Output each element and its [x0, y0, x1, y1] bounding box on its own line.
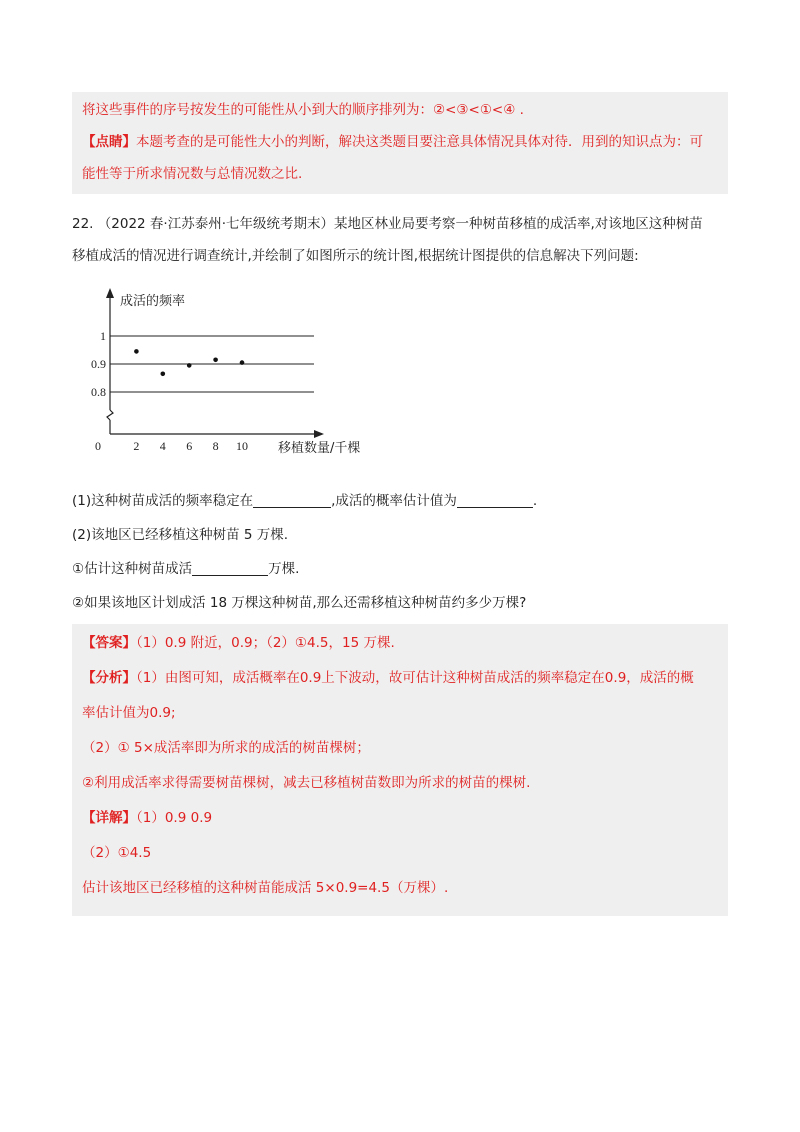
comment-line-2: 能性等于所求情况数与总情况数之比.	[82, 166, 303, 182]
blank-1[interactable]	[253, 491, 331, 508]
y-axis-label: 成活的频率	[120, 294, 186, 309]
data-point	[134, 349, 139, 354]
analysis-line-1: 【分析】（1）由图可知，成活概率在0.9上下波动，故可估计这种树苗成活的频率稳定在0.9，成活的概	[82, 670, 694, 686]
x-tick-label: 6	[186, 439, 193, 453]
question-22	[72, 208, 728, 272]
sub-question-2-2: ②如果该地区计划成活 18 万棵这种树苗,那么还需移植这种树苗约多少万棵?	[72, 595, 527, 611]
y-axis-arrow	[106, 288, 114, 298]
question-line-1: 22. （2022 春·江苏泰州·七年级统考期末）某地区林业局要考察一种树苗移植的成活率,对该地区这种树苗	[72, 216, 703, 232]
previous-solution-block	[72, 92, 728, 194]
x-tick-label: 10	[236, 439, 248, 453]
sub-question-1: (1)这种树苗成活的频率稳定在 ,成活的概率估计值为 .	[72, 493, 538, 509]
y-tick-label: 1	[100, 329, 106, 343]
comment-tag: 【点睛】	[82, 134, 136, 150]
x-tick-label: 4	[159, 439, 166, 453]
x-axis-label: 移植数量/千棵	[278, 441, 361, 456]
analysis-line-3: （2）① 5×成活率即为所求的成活的树苗棵树；	[82, 740, 370, 756]
axis-break-mark	[107, 410, 113, 420]
blank-3[interactable]	[192, 559, 268, 576]
detail-line-1: 【详解】（1）0.9 0.9	[82, 810, 213, 826]
data-point	[187, 363, 192, 368]
chart-svg	[84, 284, 361, 474]
data-point	[161, 372, 166, 377]
ordering-line: 将这些事件的序号按发生的可能性从小到大的顺序排列为：②<③<①<④ .	[82, 102, 524, 118]
answer-block	[72, 624, 728, 916]
y-tick-label: 0.9	[91, 357, 106, 371]
data-point	[240, 360, 245, 365]
detail-line-2: （2）①4.5	[82, 845, 152, 861]
frequency-chart	[84, 284, 361, 474]
blank-2[interactable]	[457, 491, 533, 508]
analysis-line-2: 率估计值为0.9;	[82, 705, 176, 721]
question-line-2: 移植成活的情况进行调查统计,并绘制了如图所示的统计图,根据统计图提供的信息解决下列问题:	[72, 248, 639, 264]
sub-question-2-1: ①估计这种树苗成活 万棵.	[72, 561, 300, 577]
x-tick-label: 0	[95, 439, 101, 453]
comment-line-1: 【点睛】本题考查的是可能性大小的判断，解决这类题目要注意具体情况具体对待．用到的知识点为：可	[82, 134, 703, 150]
sub-question-2: (2)该地区已经移植这种树苗 5 万棵.	[72, 527, 289, 543]
analysis-line-4: ②利用成活率求得需要树苗棵树，减去已移植树苗数即为所求的树苗的棵树.	[82, 775, 531, 791]
x-axis-arrow	[314, 430, 324, 438]
detail-line-3: 估计该地区已经移植的这种树苗能成活 5×0.9=4.5（万棵）.	[82, 880, 449, 896]
data-point	[213, 358, 218, 363]
answer-line: 【答案】（1）0.9 附近，0.9；（2）①4.5，15 万棵.	[82, 635, 395, 651]
y-tick-label: 0.8	[91, 385, 106, 399]
page	[72, 92, 728, 916]
x-tick-label: 2	[133, 439, 140, 453]
sub-questions	[72, 484, 728, 620]
x-tick-label: 8	[212, 439, 219, 453]
